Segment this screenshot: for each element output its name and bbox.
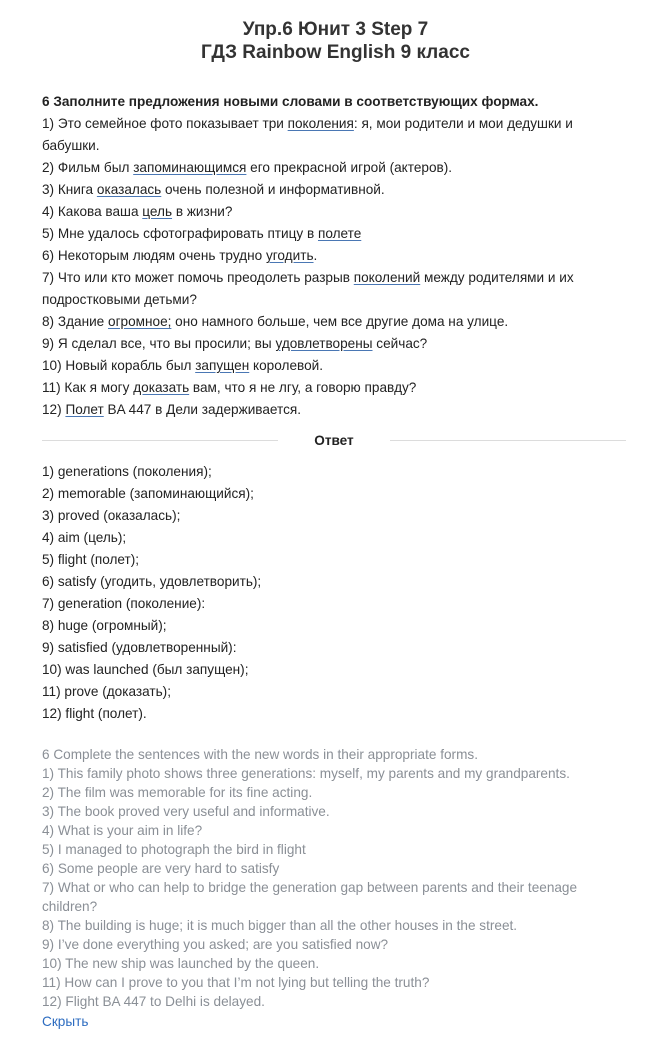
sentence-text: : я, мои родители и мои дедушки и бабушки. bbox=[42, 116, 573, 153]
task-sentence bbox=[42, 223, 632, 245]
title-line-1: Упр.6 Юнит 3 Step 7 bbox=[242, 19, 429, 40]
answer-item: 10) was launched (был запущен); bbox=[42, 662, 249, 677]
sentence-text: между родителями и их подростковыми детьми? bbox=[42, 270, 574, 307]
sentence-keyword: запоминающимся bbox=[133, 160, 247, 175]
answers-list bbox=[42, 461, 632, 725]
sentence-text: 4) Какова ваша bbox=[42, 204, 143, 219]
sentence-text: вам, что я не лгу, а говорю правду? bbox=[189, 380, 417, 395]
sentence-text: 11) Как я могу bbox=[42, 380, 134, 395]
answer-item: 7) generation (поколение): bbox=[42, 596, 206, 611]
english-heading: 6 Complete the sentences with the new words in their appropriate forms. bbox=[42, 747, 478, 762]
sentence-keyword: угодить bbox=[265, 248, 314, 263]
task-sentence bbox=[42, 399, 632, 421]
sentence-keyword: цель bbox=[142, 204, 173, 219]
answer-item: 2) memorable (запоминающийся); bbox=[42, 486, 254, 501]
answer-item: 1) generations (поколения); bbox=[42, 464, 212, 479]
sentence-text: очень полезной и информативной. bbox=[161, 182, 385, 197]
task-sentences bbox=[42, 113, 632, 421]
answer-item: 11) prove (доказать); bbox=[42, 684, 171, 699]
task-sentence bbox=[42, 311, 632, 333]
sentence-keyword: доказать bbox=[133, 380, 190, 395]
task-sentence bbox=[42, 355, 632, 377]
sentence-text: его прекрасной игрой (актеров). bbox=[246, 160, 453, 175]
sentence-text: 6) Некоторым людям очень трудно bbox=[42, 248, 266, 263]
sentence-text: 12) bbox=[42, 402, 66, 417]
answer-divider bbox=[42, 431, 626, 451]
english-sentence: 3) The book proved very useful and informative. bbox=[42, 804, 330, 819]
sentence-text: 8) Здание bbox=[42, 314, 109, 329]
sentence-keyword: поколений bbox=[353, 270, 421, 285]
sentence-text: 2) Фильм был bbox=[42, 160, 134, 175]
sentence-text: 7) Что или кто может помочь преодолеть разрыв bbox=[42, 270, 354, 285]
sentence-text: 1) Это семейное фото показывает три bbox=[42, 116, 288, 131]
sentence-text: королевой. bbox=[249, 358, 323, 373]
sentence-keyword: полете bbox=[317, 226, 362, 241]
task-sentence bbox=[42, 201, 632, 223]
english-sentence: 1) This family photo shows three generations: myself, my parents and my grandparents. bbox=[42, 766, 570, 781]
sentence-keyword: оказалась bbox=[96, 182, 162, 197]
answer-item: 9) satisfied (удовлетворенный): bbox=[42, 640, 237, 655]
title-line-2: ГДЗ Rainbow English 9 класс bbox=[201, 42, 470, 63]
english-sentence: 7) What or who can help to bridge the generation gap between parents and their teenage children? bbox=[42, 880, 578, 914]
english-translation bbox=[42, 745, 632, 1011]
english-sentence: 11) How can I prove to you that I’m not lying but telling the truth? bbox=[42, 975, 430, 990]
sentence-text: 10) Новый корабль был bbox=[42, 358, 196, 373]
english-sentence: 5) I managed to photograph the bird in flight bbox=[42, 842, 306, 857]
task-sentence bbox=[42, 245, 632, 267]
english-sentence: 2) The film was memorable for its fine acting. bbox=[42, 785, 313, 800]
divider-line-right bbox=[390, 440, 626, 441]
answer-label: Ответ bbox=[314, 433, 354, 448]
sentence-text: 9) Я сделал все, что вы просили; вы bbox=[42, 336, 276, 351]
sentence-text: оно намного больше, чем все другие дома на улице. bbox=[171, 314, 509, 329]
english-sentence: 10) The new ship was launched by the queen. bbox=[42, 956, 320, 971]
sentence-text: 3) Книга bbox=[42, 182, 97, 197]
sentence-text: 5) Мне удалось сфотографировать птицу в bbox=[42, 226, 318, 241]
answer-item: 5) flight (полет); bbox=[42, 552, 140, 567]
answer-item: 4) aim (цель); bbox=[42, 530, 127, 545]
english-sentence: 12) Flight BA 447 to Delhi is delayed. bbox=[42, 994, 265, 1009]
answer-item: 6) satisfy (угодить, удовлетворить); bbox=[42, 574, 262, 589]
sentence-keyword: Полет bbox=[65, 402, 104, 417]
task-sentence bbox=[42, 157, 632, 179]
sentence-keyword: поколения bbox=[287, 116, 354, 131]
task-sentence bbox=[42, 179, 632, 201]
task-sentence bbox=[42, 333, 632, 355]
task-block bbox=[42, 91, 632, 421]
task-heading: 6 Заполните предложения новыми словами в соответствующих формах. bbox=[42, 94, 539, 109]
sentence-text: в жизни? bbox=[172, 204, 233, 219]
sentence-text: сейчас? bbox=[372, 336, 428, 351]
sentence-text: BA 447 в Дели задерживается. bbox=[103, 402, 302, 417]
task-sentence bbox=[42, 377, 632, 399]
task-sentence bbox=[42, 267, 632, 311]
english-sentence: 6) Some people are very hard to satisfy bbox=[42, 861, 280, 876]
hide-link[interactable]: Скрыть bbox=[42, 1014, 89, 1029]
sentence-keyword: удовлетворены bbox=[275, 336, 373, 351]
answer-item: 12) flight (полет). bbox=[42, 706, 147, 721]
sentence-keyword: огромное; bbox=[108, 314, 172, 329]
answer-item: 8) huge (огромный); bbox=[42, 618, 167, 633]
sentence-text: . bbox=[313, 248, 318, 263]
english-sentence: 4) What is your aim in life? bbox=[42, 823, 203, 838]
english-sentence: 9) I’ve done everything you asked; are you satisfied now? bbox=[42, 937, 389, 952]
english-sentence: 8) The building is huge; it is much bigger than all the other houses in the street. bbox=[42, 918, 518, 933]
page-title bbox=[0, 18, 671, 64]
task-sentence bbox=[42, 113, 632, 157]
sentence-keyword: запущен bbox=[195, 358, 250, 373]
answer-item: 3) proved (оказалась); bbox=[42, 508, 181, 523]
